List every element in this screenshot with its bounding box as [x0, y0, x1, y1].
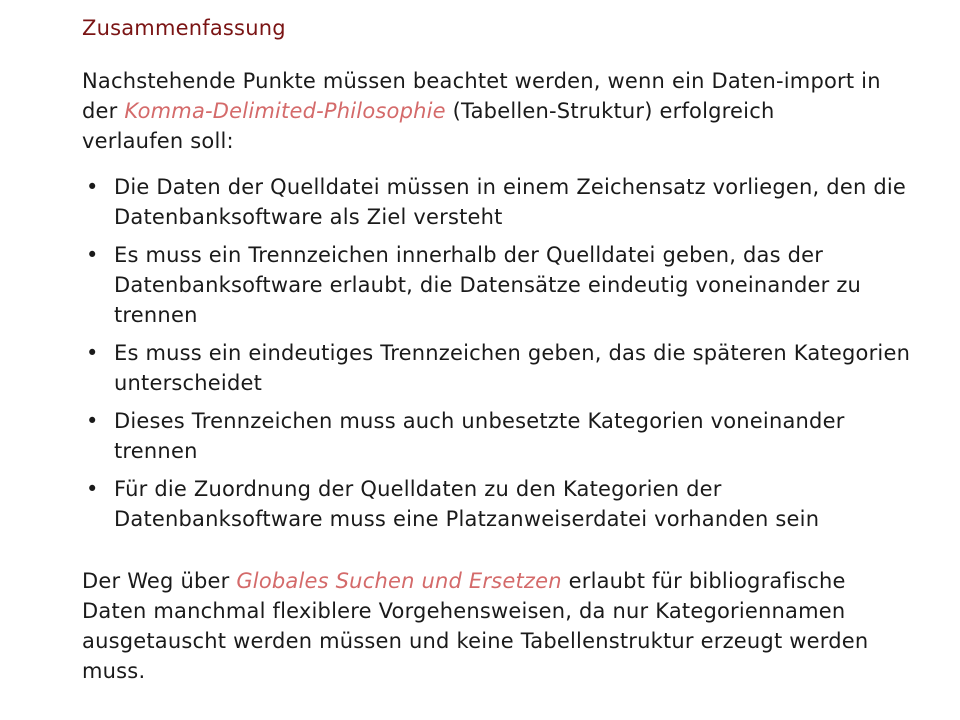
- slide-title: Zusammenfassung: [82, 16, 286, 40]
- outro-text-end: erlaubt für bibliografische Daten manchmal flexiblere Vorgehensweisen, da nur Kategoriennamen ausgetauscht werden müssen und keine Tabellenstruktur erzeugt werden muss.: [82, 569, 869, 683]
- bullet-item: [82, 240, 912, 330]
- bullet-item: [82, 338, 912, 398]
- outro-paragraph: [82, 566, 902, 686]
- intro-paragraph: [82, 66, 882, 156]
- bullet-text: Es muss ein Trennzeichen innerhalb der Quelldatei geben, das der Datenbanksoftware erlaubt, die Datensätze eindeutig voneinander zu trennen: [114, 243, 862, 327]
- bullet-text: Es muss ein eindeutiges Trennzeichen geben, das die späteren Kategorien unterscheidet: [114, 341, 911, 395]
- bullet-icon: •: [86, 341, 99, 365]
- bullet-icon: •: [86, 409, 99, 433]
- outro-highlight: Globales Suchen und Ersetzen: [236, 569, 562, 593]
- bullet-text: Für die Zuordnung der Quelldaten zu den Kategorien der Datenbanksoftware muss eine Platzanweiserdatei vorhanden sein: [114, 477, 820, 531]
- bullet-icon: •: [86, 175, 99, 199]
- bullet-list: [82, 172, 912, 542]
- bullet-item: [82, 172, 912, 232]
- intro-text-end: (Tabellen-Struktur) erfolgreich verlaufen soll:: [82, 99, 775, 153]
- bullet-item: [82, 474, 912, 534]
- bullet-item: [82, 406, 912, 466]
- bullet-text: Dieses Trennzeichen muss auch unbesetzte Kategorien voneinander trennen: [114, 409, 845, 463]
- intro-highlight: Komma-Delimited-Philosophie: [124, 99, 446, 123]
- bullet-text: Die Daten der Quelldatei müssen in einem Zeichensatz vorliegen, den die Datenbanksoftware als Ziel versteht: [114, 175, 907, 229]
- intro-text-start: Nachstehende Punkte müssen beachtet werden, wenn ein Daten-import in der: [82, 69, 881, 123]
- outro-text-start: Der Weg über: [82, 569, 237, 593]
- bullet-icon: •: [86, 243, 99, 267]
- bullet-icon: •: [86, 477, 99, 501]
